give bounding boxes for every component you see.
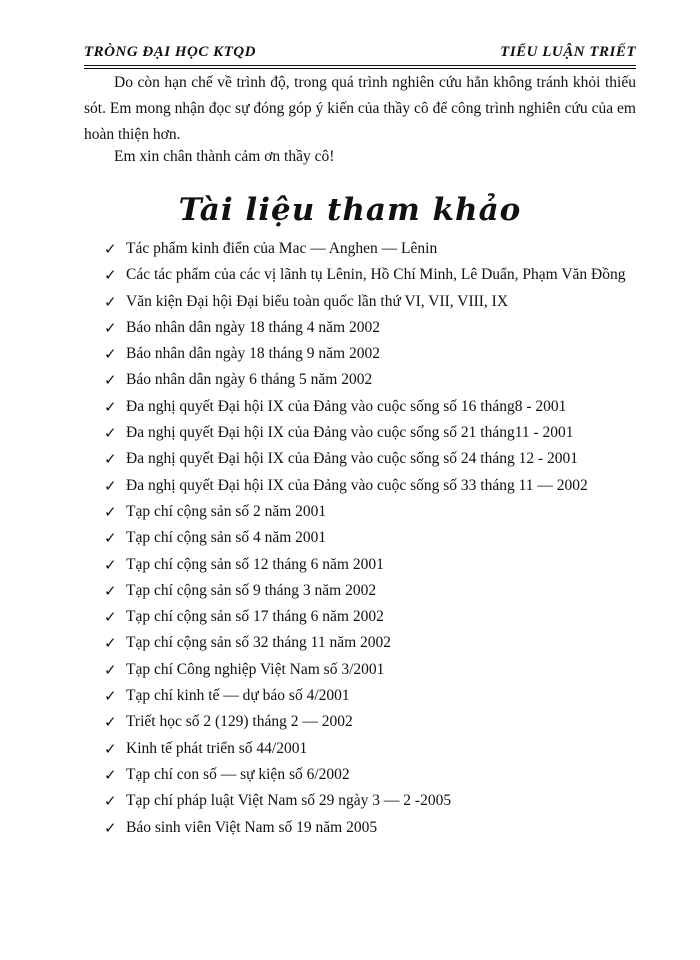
reference-item: ✓ Văn kiện Đại hội Đại biểu toàn quốc lần thứ VI, VII, VIII, IX (104, 289, 638, 315)
reference-item: ✓ Tạp chí Công nghiệp Việt Nam số 3/2001 (104, 657, 638, 683)
check-icon: ✓ (104, 818, 117, 837)
reference-item: ✓ Tạp chí cộng sản số 9 tháng 3 năm 2002 (104, 578, 638, 604)
check-icon: ✓ (104, 240, 117, 258)
check-icon: ✓ (104, 713, 117, 732)
reference-item: ✓ Triết học số 2 (129) tháng 2 — 2002 (104, 709, 638, 735)
reference-item: ✓ Tạp chí con số — sự kiện số 6/2002 (104, 762, 638, 788)
reference-item: ✓ Tạp chí cộng sản số 2 năm 2001 (104, 499, 638, 525)
check-icon: ✓ (104, 266, 117, 285)
reference-item: ✓ Tạp chí kinh tế — dự báo số 4/2001 (104, 683, 638, 709)
check-icon: ✓ (104, 765, 117, 784)
check-icon: ✓ (104, 581, 117, 600)
check-icon: ✓ (104, 502, 117, 521)
reference-item: ✓ Đa nghị quyết Đại hội IX của Đảng vào cuộc sống số 21 tháng11 - 2001 (104, 420, 638, 446)
reference-item: ✓ Tạp chí cộng sản số 32 tháng 11 năm 2002 (104, 630, 638, 656)
check-icon: ✓ (104, 555, 117, 574)
closing-paragraph: Do còn hạn chế về trình độ, trong quá trình nghiên cứu hẳn không tránh khỏi thiếu sót. Em mong nhận đọc sự đóng góp ý kiến của thầy cô để công trình nghiên cứu của em hoàn thiện hơn. (84, 74, 636, 143)
reference-item: ✓ Báo sinh viên Việt Nam số 19 năm 2005 (104, 815, 638, 841)
references-heading: Tài liệu tham khảo (178, 192, 522, 228)
reference-item: ✓ Tạp chí pháp luật Việt Nam số 29 ngày 3 — 2 -2005 (104, 788, 638, 814)
reference-item: ✓ Đa nghị quyết Đại hội IX của Đảng vào cuộc sống số 16 tháng8 - 2001 (104, 394, 638, 420)
check-icon: ✓ (104, 476, 117, 495)
check-icon: ✓ (104, 424, 117, 443)
check-icon: ✓ (104, 660, 117, 679)
check-icon: ✓ (104, 318, 117, 337)
reference-item: ✓ Báo nhân dân ngày 6 tháng 5 năm 2002 (104, 367, 638, 393)
check-icon: ✓ (104, 687, 117, 706)
thanks-paragraph: Em xin chân thành cảm ơn thầy cô! (114, 148, 335, 165)
check-icon: ✓ (104, 792, 117, 811)
check-icon: ✓ (104, 397, 117, 416)
reference-item: ✓ Tạp chí cộng sản số 12 tháng 6 năm 2001 (104, 552, 638, 578)
reference-item: ✓ Các tác phẩm của các vị lãnh tụ Lênin, Hồ Chí Minh, Lê Duẩn, Phạm Văn Đồng (104, 262, 638, 288)
header-school-name: TRÒNG ĐẠI HỌC KTQD (84, 44, 256, 60)
header-divider (84, 65, 636, 69)
check-icon: ✓ (104, 292, 117, 311)
reference-item: ✓ Tạp chí cộng sản số 17 tháng 6 năm 2002 (104, 604, 638, 630)
reference-item: ✓ Tạp chí cộng sản số 4 năm 2001 (104, 525, 638, 551)
reference-item: ✓ Kinh tế phát triển số 44/2001 (104, 736, 638, 762)
check-icon: ✓ (104, 634, 117, 653)
header-document-type: TIỂU LUẬN TRIẾT (500, 44, 636, 60)
reference-item: ✓ Đa nghị quyết Đại hội IX của Đảng vào cuộc sống số 24 tháng 12 - 2001 (104, 446, 638, 472)
reference-item: ✓ Báo nhân dân ngày 18 tháng 9 năm 2002 (104, 341, 638, 367)
check-icon: ✓ (104, 371, 117, 390)
check-icon: ✓ (104, 608, 117, 627)
references-list (104, 236, 638, 841)
check-icon: ✓ (104, 450, 117, 469)
check-icon: ✓ (104, 345, 117, 364)
check-icon: ✓ (104, 739, 117, 758)
reference-item: ✓ Đa nghị quyết Đại hội IX của Đảng vào cuộc sống số 33 tháng 11 — 2002 (104, 473, 638, 499)
reference-item: ✓ Báo nhân dân ngày 18 tháng 4 năm 2002 (104, 315, 638, 341)
reference-item: ✓ Tác phẩm kinh điển của Mac — Anghen — Lênin (104, 236, 638, 262)
page-header (84, 40, 636, 70)
check-icon: ✓ (104, 529, 117, 548)
